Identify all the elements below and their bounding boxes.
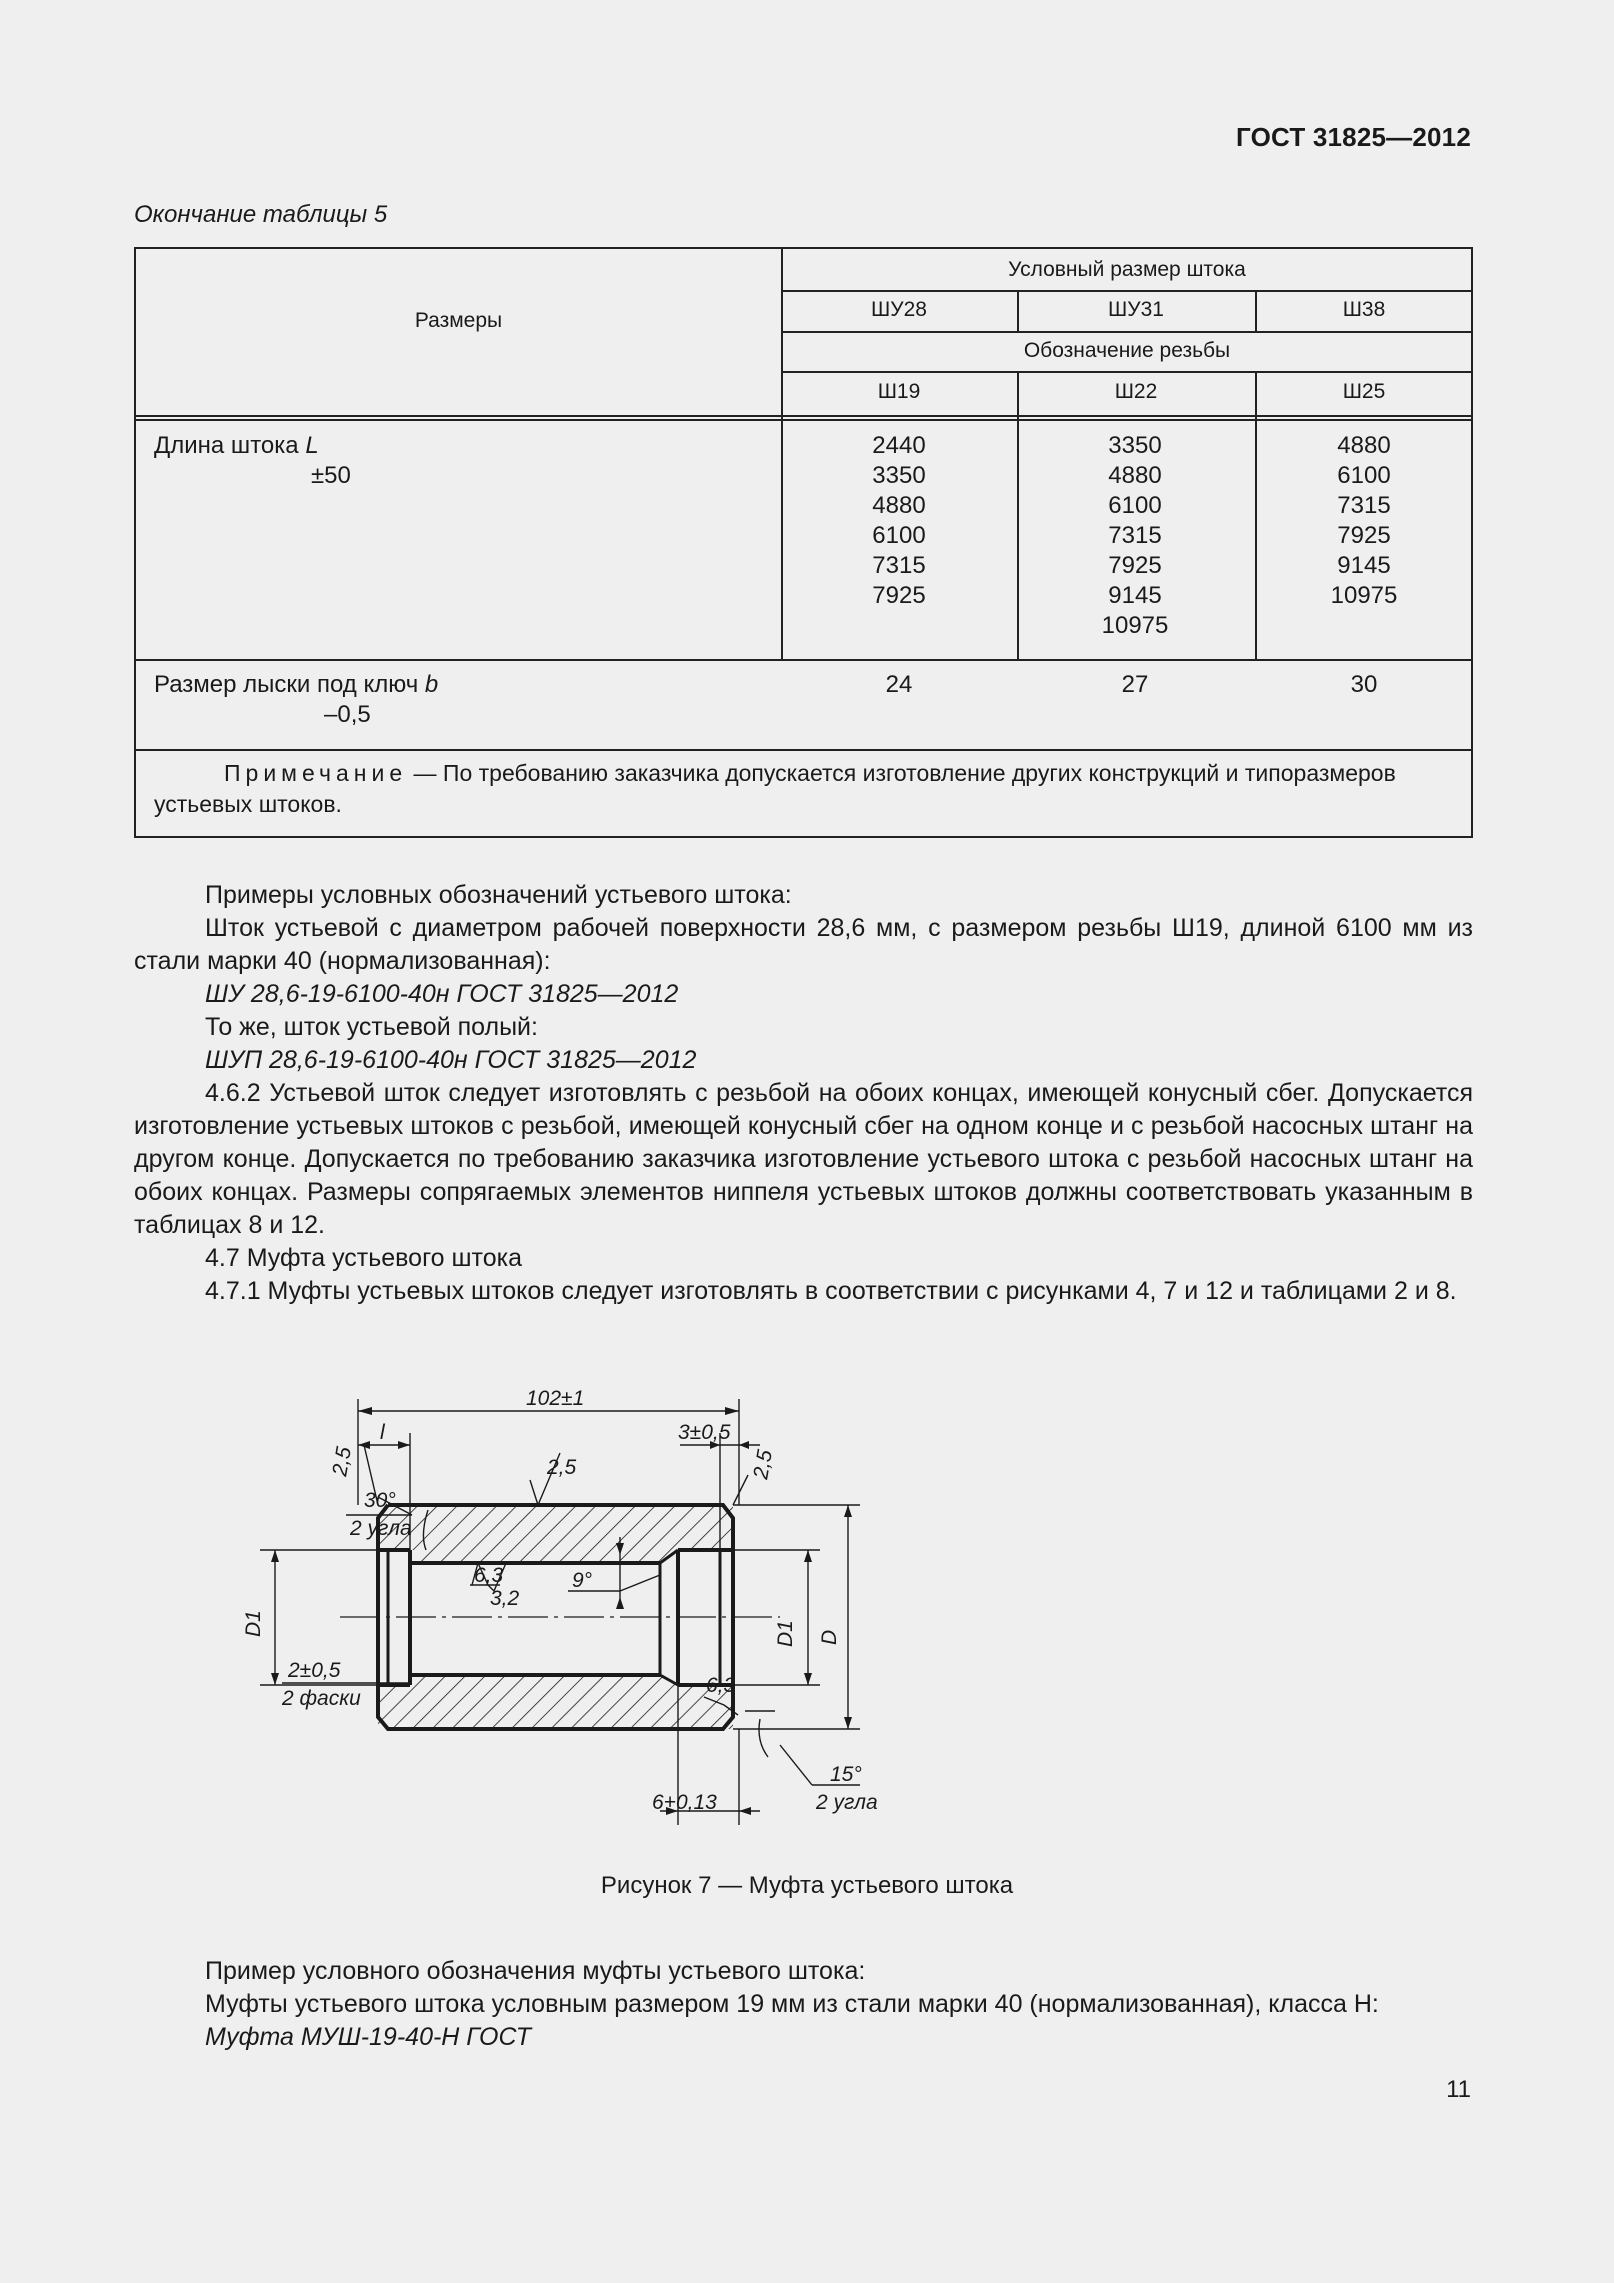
- row-flat-tolerance: –0,5: [324, 701, 371, 728]
- table-cell: 4880: [1337, 432, 1391, 459]
- table-cell: 7925: [872, 582, 926, 609]
- table-caption: Окончание таблицы 5: [134, 201, 388, 228]
- roughness-left: 6,3: [474, 1564, 504, 1587]
- dim-chamfer-size: 2±0,5: [288, 1659, 341, 1682]
- two-chamfers: 2 фаски: [282, 1687, 361, 1710]
- dim-d1-left: D1: [242, 1610, 265, 1637]
- two-corners-b: 2 угла: [816, 1791, 878, 1814]
- roughness-right: 6,3: [706, 1674, 736, 1697]
- table-cell: 27: [1121, 671, 1149, 698]
- table-cell: 7925: [1337, 522, 1391, 549]
- designation-example: ШУ 28,6-19-6100-40н ГОСТ 31825—2012: [205, 980, 679, 1008]
- roughness-top: 2,5: [547, 1456, 577, 1479]
- designation-example: ШУП 28,6-19-6100-40н ГОСТ 31825—2012: [205, 1046, 697, 1074]
- note-text: — По требованию заказчика допускается изготовление других конструкций и типоразмеров устьевых штоков.: [154, 760, 1396, 817]
- table-cell: 30: [1350, 671, 1378, 698]
- paragraph: Шток устьевой с диаметром рабочей поверхности 28,6 мм, с размером резьбы Ш19, длиной 6100 мм из стали марки 40 (нормализованная):: [134, 914, 1473, 975]
- table-cell: 9145: [1108, 582, 1162, 609]
- flat-col-2: [1055, 670, 1215, 700]
- header-sizes: Размеры: [414, 309, 503, 332]
- table-cell: 7925: [1108, 552, 1162, 579]
- figure-caption: Рисунок 7 — Муфта устьевого штока: [600, 1872, 1014, 1899]
- bottom-text: [134, 1955, 1473, 2054]
- paragraph: 4.6.2 Устьевой шток следует изготовлять с резьбой на обоих концах, имеющей конусный сбег. Допускается изготовление устьевых штоков с резьбой, имеющей конусный сбег на одном конце и с резьбой насосных штанг на другом конце. Допускается по требованию заказчика изготовление устьевого штока с резьбой насосных штанг на обоих концах. Размеры сопрягаемых элементов ниппеля устьевых штоков должны соответствовать указанным в таблицах 8 и 12.: [134, 1079, 1473, 1239]
- dim-chamfer-right: 2,5: [749, 1448, 777, 1481]
- header-size-2: ШУ31: [1108, 298, 1164, 321]
- paragraph: Примеры условных обозначений устьевого штока:: [205, 881, 792, 909]
- table-cell: 3350: [1108, 432, 1162, 459]
- table-cell: 7315: [872, 552, 926, 579]
- roughness-bore: 3,2: [490, 1587, 520, 1610]
- coupling-drawing: [242, 1385, 1280, 1845]
- body-text: [134, 879, 1473, 1308]
- dim-d1-right: D1: [774, 1620, 797, 1647]
- designation-example: Муфта МУШ-19-40-Н ГОСТ: [205, 2023, 532, 2051]
- table-cell: 6100: [1108, 492, 1162, 519]
- table-cell: 9145: [1337, 552, 1391, 579]
- dim-d-outer: D: [818, 1629, 841, 1645]
- page-number: 11: [1446, 2076, 1471, 2103]
- header-thread-2: Ш22: [1114, 380, 1158, 403]
- standard-number: ГОСТ 31825—2012: [1236, 122, 1471, 152]
- table-cell: 10975: [1101, 612, 1169, 639]
- table-cell: 3350: [872, 462, 926, 489]
- row-flat-label: Размер лыски под ключ b: [154, 671, 439, 698]
- paragraph: Муфты устьевого штока условным размером 19 мм из стали марки 40 (нормализованная), класса Н:: [205, 1990, 1379, 2018]
- section-heading: 4.7 Муфта устьевого штока: [205, 1244, 523, 1272]
- table-cell: 7315: [1108, 522, 1162, 549]
- table-cell: 4880: [1108, 462, 1162, 489]
- table-cell: 2440: [872, 432, 926, 459]
- table-cell: 10975: [1330, 582, 1398, 609]
- header-thread-1: Ш19: [877, 380, 921, 403]
- note-label: Примечание: [224, 760, 408, 786]
- table-cell: 24: [885, 671, 913, 698]
- paragraph: То же, шток устьевой полый:: [205, 1013, 538, 1041]
- row-length-label: Длина штока L: [154, 432, 319, 459]
- angle-30: 30°: [364, 1489, 396, 1512]
- header-thread-3: Ш25: [1342, 380, 1386, 403]
- table-5-end: [134, 247, 1473, 838]
- flat-col-1: [819, 670, 979, 700]
- dim-right: 3±0,5: [678, 1421, 731, 1444]
- paragraph: 4.7.1 Муфты устьевых штоков следует изготовлять в соответствии с рисунками 4, 7 и 12 и таблицами 2 и 8.: [205, 1277, 1457, 1305]
- header-nominal-size: Условный размер штока: [1008, 258, 1246, 281]
- lengths-col-1: [819, 431, 979, 611]
- dim-chamfer-left: 2,5: [328, 1445, 356, 1478]
- dim-bottom: 6+0,13: [652, 1791, 717, 1814]
- dim-overall-length: 102±1: [526, 1387, 585, 1410]
- table-cell: 4880: [872, 492, 926, 519]
- table-cell: 7315: [1337, 492, 1391, 519]
- header-size-1: ШУ28: [871, 298, 927, 321]
- lengths-col-3: [1284, 431, 1444, 611]
- table-note: [154, 758, 1454, 820]
- angle-15: 15°: [830, 1763, 862, 1786]
- header-size-3: Ш38: [1342, 298, 1386, 321]
- angle-9: 9°: [572, 1569, 593, 1592]
- header-thread-designation: Обозначение резьбы: [1023, 339, 1231, 362]
- table-cell: 6100: [872, 522, 926, 549]
- flat-col-3: [1284, 670, 1444, 700]
- lengths-col-2: [1055, 431, 1215, 641]
- two-corners-a: 2 угла: [350, 1517, 412, 1540]
- dim-l: l: [380, 1421, 385, 1444]
- row-length-tolerance: ±50: [311, 462, 351, 489]
- paragraph: Пример условного обозначения муфты устьевого штока:: [205, 1957, 866, 1985]
- table-cell: 6100: [1337, 462, 1391, 489]
